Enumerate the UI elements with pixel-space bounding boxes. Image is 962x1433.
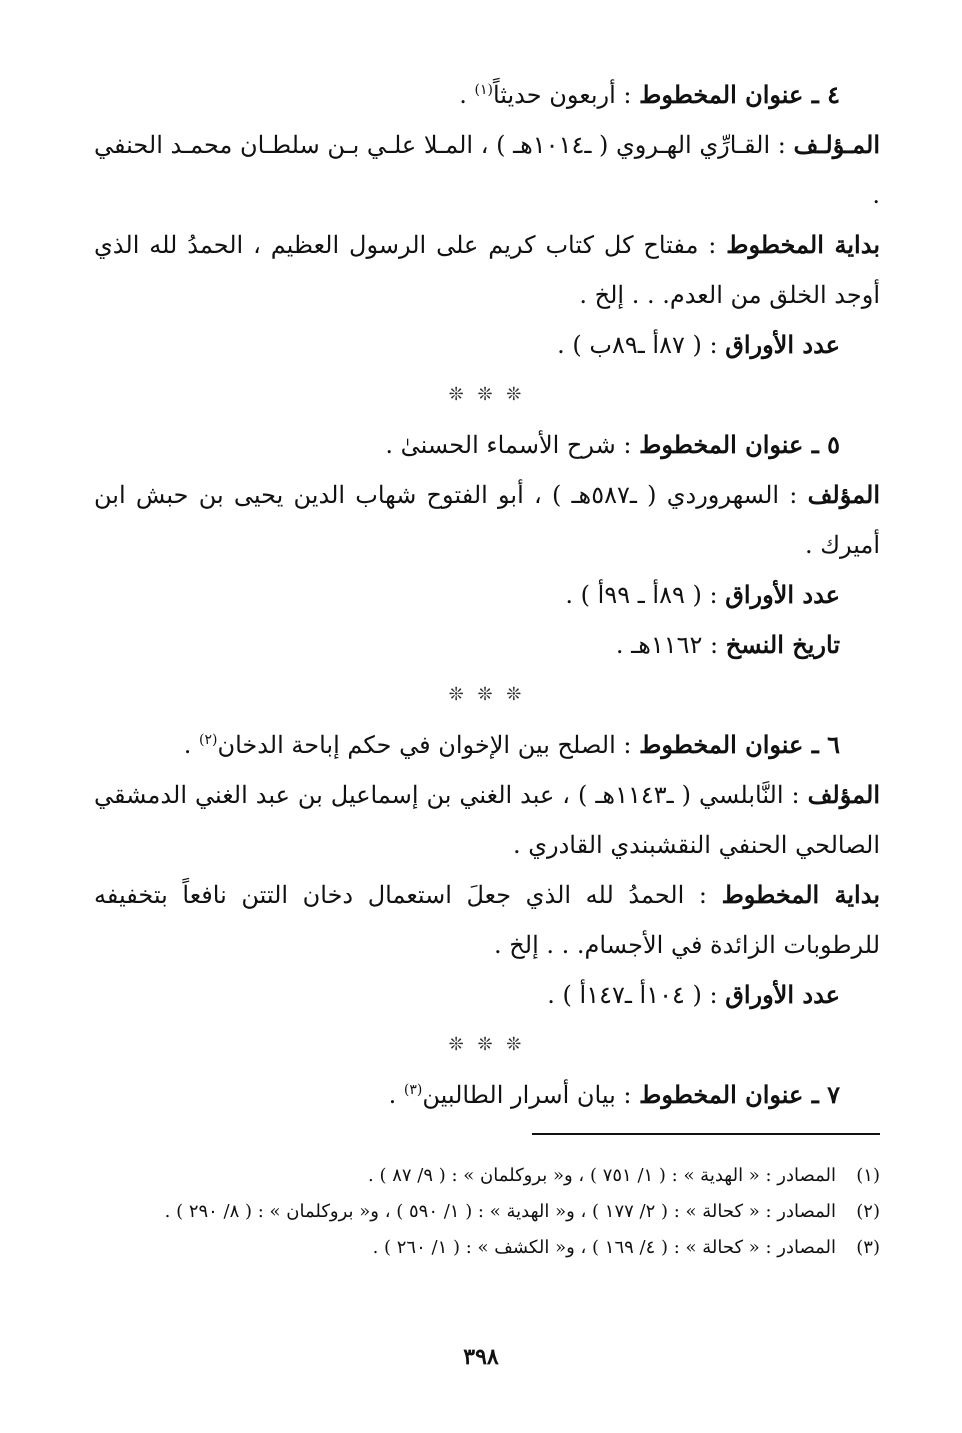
author-value: : النَّابلسي ( ـ١١٤٣هـ ) ، عبد الغني بن إسماعيل بن عبد الغني الدمشقي الصالحي الحنفي النقشبندي القادري . <box>94 781 880 859</box>
entry-6-folios <box>94 970 880 1020</box>
copy-date-label: تاريخ النسخ <box>725 630 840 659</box>
folios-value: : ( ٨٩أ ـ ٩٩أ ) . <box>565 581 726 609</box>
section-separator: ❊ ❊ ❊ <box>448 1034 526 1055</box>
incipit-value: : مفتاح كل كتاب كريم على الرسول العظيم ، الحمدُ لله الذي أوجد الخلق من العدم. . . إلخ . <box>94 231 880 309</box>
entry-6-title <box>94 720 880 770</box>
entry-title-value: : شرح الأسماء الحسنىٰ . <box>385 431 640 459</box>
footnote-2 <box>94 1194 880 1230</box>
footnote-text: المصادر : « كحالة » : ( ٤/ ١٦٩ ) ، و« الكشف » : ( ١/ ٢٦٠ ) . <box>372 1237 836 1258</box>
footnote-1 <box>94 1158 880 1194</box>
entry-title-label: ٦ ـ عنوان المخطوط <box>639 730 840 759</box>
entry-title-label: ٤ ـ عنوان المخطوط <box>639 80 840 109</box>
entry-4-folios <box>94 320 880 370</box>
entry-5-copy-date <box>94 620 880 670</box>
footnote-3 <box>94 1230 880 1266</box>
incipit-label: بداية المخطوط <box>726 230 880 259</box>
footnote-ref-2: (٢) <box>198 732 218 748</box>
footnote-ref-3: (٣) <box>403 1082 423 1098</box>
folios-label: عدد الأوراق <box>725 580 840 609</box>
incipit-label: بداية المخطوط <box>721 880 880 909</box>
entry-title-label: ٥ ـ عنوان المخطوط <box>639 430 840 459</box>
entry-4-incipit <box>94 220 880 320</box>
entry-title-end: . <box>459 81 475 109</box>
author-label: المؤلف <box>807 480 880 509</box>
entry-4-title <box>94 70 880 120</box>
footnote-number: (١) <box>856 1165 880 1186</box>
footnote-text: المصادر : « كحالة » : ( ٢/ ١٧٧ ) ، و« الهدية » : ( ١/ ٥٩٠ ) ، و« بروكلمان » : ( ٨/ ٢٩٠ ) . <box>164 1201 836 1222</box>
section-separator: ❊ ❊ ❊ <box>448 384 526 405</box>
entry-4-author <box>94 120 880 220</box>
section-separator: ❊ ❊ ❊ <box>448 684 526 705</box>
footnote-text: المصادر : « الهدية » : ( ١/ ٧٥١ ) ، و« بروكلمان » : ( ٩/ ٨٧ ) . <box>368 1165 836 1186</box>
author-value: : السهروردي ( ـ٥٨٧هـ ) ، أبو الفتوح شهاب الدين يحيى بن حبش ابن أميرك . <box>94 481 880 559</box>
footnotes <box>94 1158 880 1266</box>
entry-6-author <box>94 770 880 870</box>
entry-title-value: : بيان أسرار الطالبين <box>422 1081 640 1109</box>
incipit-value: : الحمدُ لله الذي جعلَ استعمال دخان التتن نافعاً بتخفيفه للرطوبات الزائدة في الأجسام. . . إلخ . <box>94 881 880 959</box>
entry-title-value: : أربعون حديثاً <box>492 81 640 109</box>
folios-value: : ( ١٠٤أ ـ١٤٧أ ) . <box>547 981 726 1009</box>
folios-label: عدد الأوراق <box>725 980 840 1009</box>
author-value: : القـارِّي الهـروي ( ـ١٠١٤هـ ) ، المـلا علـي بـن سلطـان محمـد الحنفي . <box>94 131 880 209</box>
entry-title-label: ٧ ـ عنوان المخطوط <box>639 1080 840 1109</box>
entry-title-value: : الصلح بين الإخوان في حكم إباحة الدخان <box>217 731 640 759</box>
folios-value: : ( ٨٧أ ـ٨٩ب ) . <box>557 331 726 359</box>
footnote-number: (٣) <box>856 1237 880 1258</box>
folios-label: عدد الأوراق <box>725 330 840 359</box>
footnote-divider <box>532 1133 880 1135</box>
entry-7-title <box>94 1070 880 1120</box>
entry-5-author <box>94 470 880 570</box>
footnote-ref-1: (١) <box>474 82 493 98</box>
main-text <box>94 70 880 1120</box>
entry-6-incipit <box>94 870 880 970</box>
entry-title-end: . <box>388 1081 404 1109</box>
author-label: المؤلف <box>807 780 880 809</box>
entry-5-title <box>94 420 880 470</box>
entry-title-end: . <box>183 731 199 759</box>
footnote-number: (٢) <box>856 1201 880 1222</box>
copy-date-value: : ١١٦٢هـ . <box>615 631 726 659</box>
page-number: ٣٩٨ <box>463 1344 499 1370</box>
author-label: المـؤلـف <box>793 130 881 159</box>
entry-5-folios <box>94 570 880 620</box>
